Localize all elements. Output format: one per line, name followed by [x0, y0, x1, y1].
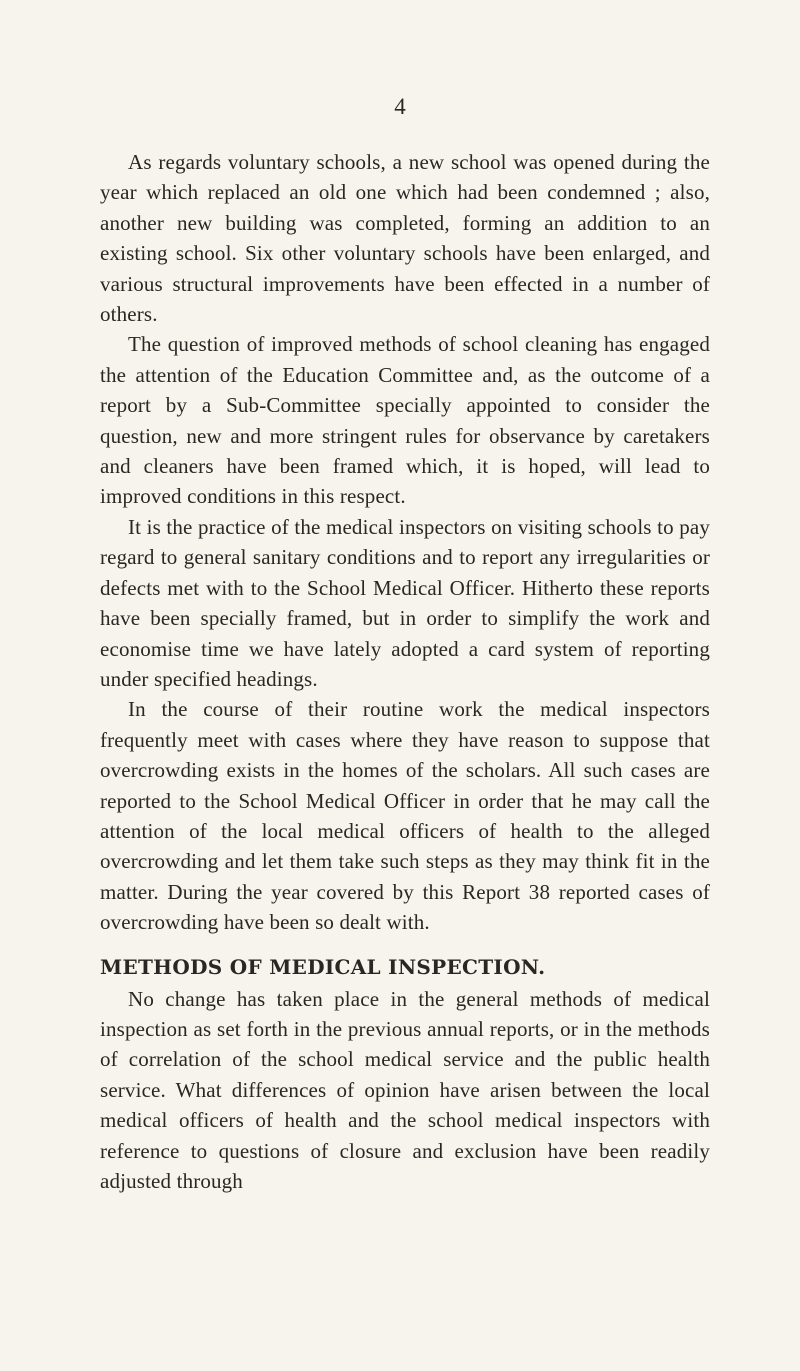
body-text — [100, 147, 710, 1196]
paragraph-methods: No change has taken place in the general methods of medical inspection as set forth in the previous annual reports, or in the methods of correlation of the school medical service and the public health service. What differences of opinion have arisen between the local medical officers of health and the school medical inspectors with reference to questions of closure and exclusion have been readily adjusted through — [100, 986, 710, 1193]
paragraph-overcrowding: In the course of their routine work the medical inspectors frequently meet with cases where they have reason to suppose that overcrowding exists in the homes of the scholars. All such cases are reported to the School Medical Officer in order that he may call the attention of the local medical officers of health to the alleged overcrowding and let them take such steps as they may think fit in the matter. During the year covered by this Report 38 reported cases of overcrowding have been so dealt with. — [100, 697, 710, 935]
paragraph-sanitary-reports: It is the practice of the medical inspectors on visiting schools to pay regard to general sanitary conditions and to report any irregularities or defects met with to the School Medical Officer. Hitherto these reports have been specially framed, but in order to simplify the work and economise time we have lately adopted a card system of reporting under specified headings. — [100, 514, 710, 691]
section-heading: METHODS OF MEDICAL INSPECTION. — [100, 954, 546, 979]
paragraph-voluntary-schools: As regards voluntary schools, a new school was opened during the year which replaced an old one which had been condemned ; also, another new building was completed, forming an addition to an existing school. Six other voluntary schools have been enlarged, and various structural improvements have been effected in a number of others. — [100, 150, 710, 327]
page-number: 4 — [394, 94, 406, 119]
paragraph-school-cleaning: The question of improved methods of school cleaning has engaged the attention of the Education Committee and, as the outcome of a report by a Sub-Committee specially appointed to consider the question, new and more stringent rules for observance by caretakers and cleaners have been framed which, it is hoped, will lead to improved conditions in this respect. — [100, 332, 710, 509]
